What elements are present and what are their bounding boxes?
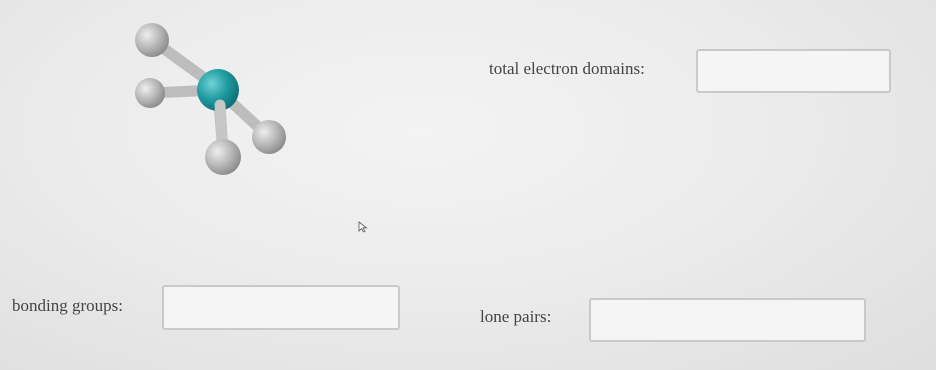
- total-electron-domains-input[interactable]: [696, 49, 891, 93]
- bonding-groups-label: bonding groups:: [12, 296, 123, 315]
- molecule-model: [120, 10, 310, 195]
- outer-atom-top: [135, 23, 169, 57]
- lone-pairs-input[interactable]: [589, 298, 866, 342]
- outer-atom-bottom: [205, 139, 241, 175]
- lone-pairs-label: lone pairs:: [480, 307, 552, 326]
- bonding-groups-input[interactable]: [162, 285, 400, 330]
- outer-atom-right: [252, 120, 286, 154]
- outer-atom-left: [135, 78, 165, 108]
- total-electron-domains-label: total electron domains:: [489, 59, 645, 78]
- mouse-pointer-icon: [358, 221, 368, 233]
